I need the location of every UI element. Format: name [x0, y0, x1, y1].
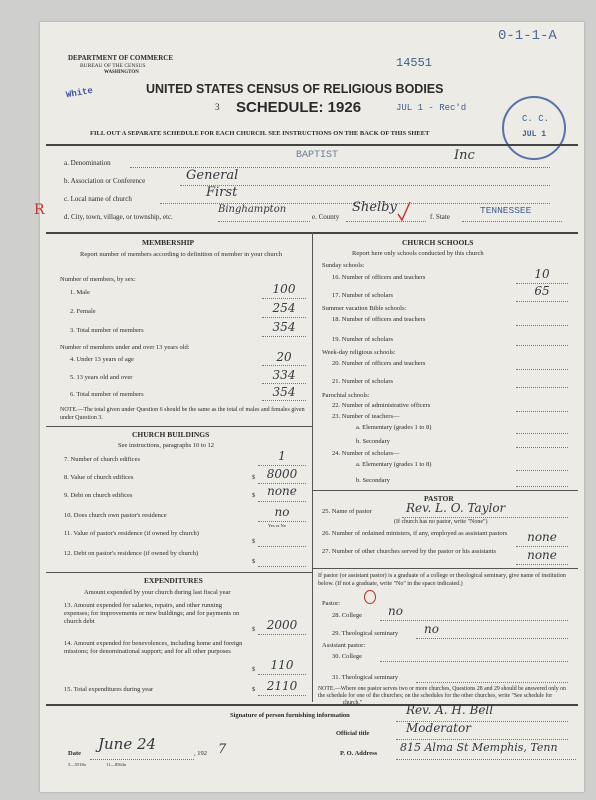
sunday-label: Sunday schools: — [322, 262, 365, 269]
signature-value: Rev. A. H. Bell — [406, 703, 494, 717]
q20-label: 20. Number of officers and teachers — [332, 360, 426, 367]
membership-intro: Report number of members according to definition of member in your church — [80, 251, 282, 258]
q16-label: 16. Number of officers and teachers — [332, 274, 426, 281]
form-title: UNITED STATES CENSUS OF RELIGIOUS BODIES — [146, 82, 444, 96]
buildings-sub: See instructions, paragraphs 10 to 12 — [118, 442, 215, 449]
year-prefix: , 192 — [194, 750, 207, 757]
pastor-title: PASTOR — [424, 494, 454, 503]
q15-label: 15. Total expenditures during year — [64, 686, 154, 693]
q24a-label: a. Elementary (grades 1 to 8) — [356, 461, 432, 468]
year-digit: 7 — [218, 742, 227, 757]
q23-label: 23. Number of teachers— — [332, 413, 400, 420]
header-rule — [46, 144, 578, 146]
state-stamp: TENNESSEE — [480, 205, 532, 216]
membership-title: MEMBERSHIP — [142, 238, 195, 247]
official-title-label: Official title — [336, 730, 370, 737]
form-code-2: 11—8564a — [106, 762, 126, 767]
red-circle-mark — [364, 590, 376, 604]
q28-label: 28. College — [332, 612, 362, 619]
q19-label: 19. Number of scholars — [332, 336, 394, 343]
parochial-label: Parochial schools: — [322, 392, 370, 399]
q24b-label: b. Secondary — [356, 477, 390, 484]
expenditures-title: EXPENDITURES — [144, 576, 203, 585]
q26-label: 26. Number of ordained ministers, if any, employed as assistant pastors — [322, 530, 508, 537]
local-name-label: c. Local name of church — [64, 195, 132, 203]
seal-bottom-text: JUL 1 — [522, 130, 547, 139]
buildings-title: CHURCH BUILDINGS — [132, 430, 210, 439]
q8-value: 8000 — [266, 467, 298, 481]
q15-value: 2110 — [266, 679, 298, 693]
q5-label: 5. 13 years old and over — [70, 374, 133, 381]
by-sex-label: Number of members, by sex: — [60, 276, 136, 283]
city-label: WASHINGTON — [104, 70, 139, 75]
corner-code-stamp: 0-1-1-A — [498, 28, 557, 44]
summer-label: Summer vacation Bible schools: — [322, 305, 407, 312]
city-value: Binghampton — [218, 204, 287, 215]
expenditures-sub: Amount expended by your church during last fiscal year — [84, 589, 231, 596]
q17-label: 17. Number of scholars — [332, 292, 394, 299]
association-label: b. Association or Conference — [64, 177, 146, 185]
age-intro: Number of members under and over 13 years old: — [60, 344, 190, 351]
weekday-label: Week-day religious schools: — [322, 349, 396, 356]
q3-label: 3. Total number of members — [70, 327, 144, 334]
q4-value: 20 — [276, 350, 292, 364]
q29-value: no — [424, 622, 439, 636]
q12-label: 12. Debt on pastor's residence (if owned by church) — [64, 550, 199, 557]
q5-value: 334 — [272, 368, 296, 382]
q1-label: 1. Male — [70, 289, 90, 296]
q7-value: 1 — [278, 449, 286, 463]
q27-label: 27. Number of other churches served by the pastor or his assistants — [322, 548, 497, 555]
assistant-pastor-label: Assistant pastor: — [322, 642, 366, 649]
schools-title: CHURCH SCHOOLS — [402, 238, 474, 247]
q25-note: (If church has no pastor, write "None") — [394, 519, 488, 525]
q22-label: 22. Number of administrative officers — [332, 402, 431, 409]
q23b-label: b. Secondary — [356, 438, 390, 445]
association-value: General — [186, 168, 239, 183]
q13-value: 2000 — [266, 618, 298, 632]
q26-value: none — [527, 530, 557, 544]
q24-label: 24. Number of scholars— — [332, 450, 400, 457]
q8-label: 8. Value of church edifices — [64, 474, 134, 481]
q13-label: 13. Amount expended for salaries, repairs, and other running expenses; for improvements or new buildings; and for payments on church debt — [64, 602, 240, 625]
cc-seal — [502, 96, 566, 160]
q21-label: 21. Number of scholars — [332, 378, 394, 385]
department-label: DEPARTMENT OF COMMERCE — [68, 54, 174, 62]
q4-label: 4. Under 13 years of age — [70, 356, 134, 363]
q31-label: 31. Theological seminary — [332, 674, 399, 681]
q6-label: 6. Total number of members — [70, 391, 144, 398]
q30-label: 30. College — [332, 653, 362, 660]
q9-value: none — [267, 484, 297, 498]
graduate-note: If pastor (or assistant pastor) is a graduate of a college or theological seminary, give name of institution below. (If not a graduate, write "No" in the space indicated.) — [318, 573, 566, 587]
county-label: e. County — [312, 213, 340, 221]
q23a-label: a. Elementary (grades 1 to 8) — [356, 424, 432, 431]
q11-label: 11. Value of pastor's residence (if owned by church) — [64, 530, 199, 537]
q9-label: 9. Debt on church edifices — [64, 492, 133, 499]
q14-label: 14. Amount expended for benevolences, including home and foreign missions; for denominational support; and for all other purposes — [64, 640, 243, 655]
q10-value: no — [274, 505, 290, 519]
denomination-label: a. Denomination — [64, 159, 111, 167]
denomination-value: Inc — [454, 148, 475, 163]
q16-value: 10 — [534, 267, 550, 281]
address-value: 815 Alma St Memphis, Tenn — [400, 741, 558, 754]
pastor-note: NOTE.—Where one pastor serves two or more churches, Questions 28 and 29 should be answered only on the schedule for one of the churches; on the schedules for the other churches, write "See schedule for ________ church." — [318, 686, 566, 706]
q14-value: 110 — [270, 658, 294, 672]
city-label: d. City, town, village, or township, etc. — [64, 213, 173, 221]
address-label: P. O. Address — [340, 750, 378, 757]
q18-label: 18. Number of officers and teachers — [332, 316, 426, 323]
yes-no-hint: Yes or No — [268, 523, 287, 528]
q27-value: none — [527, 548, 557, 562]
membership-note: NOTE.—The total given under Question 6 should be the same as the total of males and females given under Question 3. — [60, 407, 305, 421]
denomination-stamp: BAPTIST — [296, 150, 339, 161]
schedule-number: 3 — [215, 102, 220, 112]
q17-value: 65 — [534, 284, 550, 298]
q29-label: 29. Theological seminary — [332, 630, 399, 637]
q3-value: 354 — [272, 320, 296, 334]
serial-number-stamp: 14551 — [396, 56, 433, 70]
q25-label: 25. Name of pastor — [322, 508, 372, 515]
red-check-mark — [396, 200, 412, 222]
q25-value: Rev. L. O. Taylor — [406, 501, 506, 515]
q2-label: 2. Female — [70, 308, 96, 315]
instruction-line: FILL OUT A SEPARATE SCHEDULE FOR EACH CHURCH. SEE INSTRUCTIONS ON THE BACK OF THIS SHEET — [90, 130, 430, 137]
q6-value: 354 — [272, 385, 296, 399]
form-code: 5—5518a — [68, 762, 86, 767]
q7-label: 7. Number of church edifices — [64, 456, 140, 463]
q10-label: 10. Does church own pastor's residence — [64, 512, 167, 519]
q2-value: 254 — [272, 301, 296, 315]
local-name-value: First — [206, 185, 238, 200]
q28-value: no — [388, 604, 403, 618]
state-label: f. State — [430, 213, 450, 221]
census-schedule-sheet: 0-1-1-A 14551 DEPARTMENT OF COMMERCE BUREAU OF THE CENSUS WASHINGTON White UNITED STATES CENSUS OF RELIGIOUS BODIES 3 SCHEDULE: 1926 JUL 1 - Rec'd C. C. JUL 1 FILL OUT A SEPARATE SCHEDULE FOR EACH CHURCH. SEE INSTRUCTIONS ON THE BACK OF THIS SHEET a. Denomination BAPTIST Inc b. Association or Conference General c. Local name of church First R d. City, town, village, or township, etc. Binghampton e. County Shelby f. State TENNESSEE MEMBERSHIP Report number of members according to definition of member in your church Number of members, by sex: 1. Male 100 2. Female 254 3. Total number of members 354 Number of members under and over 13 years old: 4. Under 13 years of age 20 5. 13 years old and over 334 6. Total number of members 354 NOTE.—The total given under Question 6 should be the same as the total of males and females given under Question 3. CHURCH BUILDINGS See instructions, paragraphs 10 to 12 7. Number of church edifices 1 8. Value of church edifices $ 8000 9. Debt on church edifices $ none 10. Does church own pastor's residence no Yes or No 11. Value of pastor's residence (if owned by church) $ 12. Debt on pastor's residence (if owned by church) $ EXPENDITURES Amount expended by your church during last fiscal year 13. Amount expended for salaries, repairs, and other running expenses; for improvements or new buildings; and for payments on church debt $ 2000 14. Amount expended for benevolences, including home and foreign missions; for denominational support; and for all other purposes $ 110 15. Total expenditures during year $ 2110 CHURCH SCHOOLS Report here only schools conducted by this church Sunday schools: 16. Number of officers and teachers 10 17. Number of scholars 65 Summer vacation Bible schools: 18. Number of officers and teachers 19. Number of scholars Week-day religious schools: 20. Number of officers and teachers 21. Number of scholars Parochial schools: 22. Number of administrative officers 23. Number of teachers— a. Elementary (grades 1 to 8) b. Secondary 24. Number of scholars— a. Elementary (grades 1 to 8) b. Secondary PASTOR 25. Name of pastor Rev. L. O. Taylor (If church has no pastor, write "None") 26. Number of ordained ministers, if any, employed as assistant pastors none 27. Number of other churches served by the pastor or his assistants none If pastor (or assistant pastor) is a graduate of a college or theological seminary, give name of institution below. (If not a graduate, write "No" in the space indicated.) Pastor: 28. College no 29. Theological seminary no Assistant pastor: 30. College 31. Theological seminary NOTE.—Where one pastor serves two or more churches, Questions 28 and 29 should be answered only on the schedule for one of the churches; on the schedules for the other churches, write "See schedule for ________ church." Signature of person furnishing information Rev. A. H. Bell Official title Moderator Date June 24 , 192 7 P. O. Address 815 Alma St Memphis, Tenn 5—5518a 11—8564a — [40, 22, 584, 792]
received-stamp: JUL 1 - Rec'd — [396, 103, 467, 113]
q1-value: 100 — [272, 282, 296, 296]
signature-label: Signature of person furnishing information — [230, 712, 350, 719]
pastor-sub-label: Pastor: — [322, 600, 341, 607]
seal-top-text: C. C. — [522, 114, 550, 124]
date-value: June 24 — [98, 735, 157, 753]
schools-sub: Report here only schools conducted by this church — [352, 250, 484, 257]
schedule-year: SCHEDULE: 1926 — [236, 99, 362, 116]
official-title-value: Moderator — [406, 721, 471, 735]
white-stamp: White — [65, 85, 94, 101]
county-value: Shelby — [352, 200, 397, 215]
bureau-label: BUREAU OF THE CENSUS — [80, 63, 146, 69]
red-r-mark: R — [34, 202, 45, 218]
date-label: Date — [68, 750, 81, 757]
